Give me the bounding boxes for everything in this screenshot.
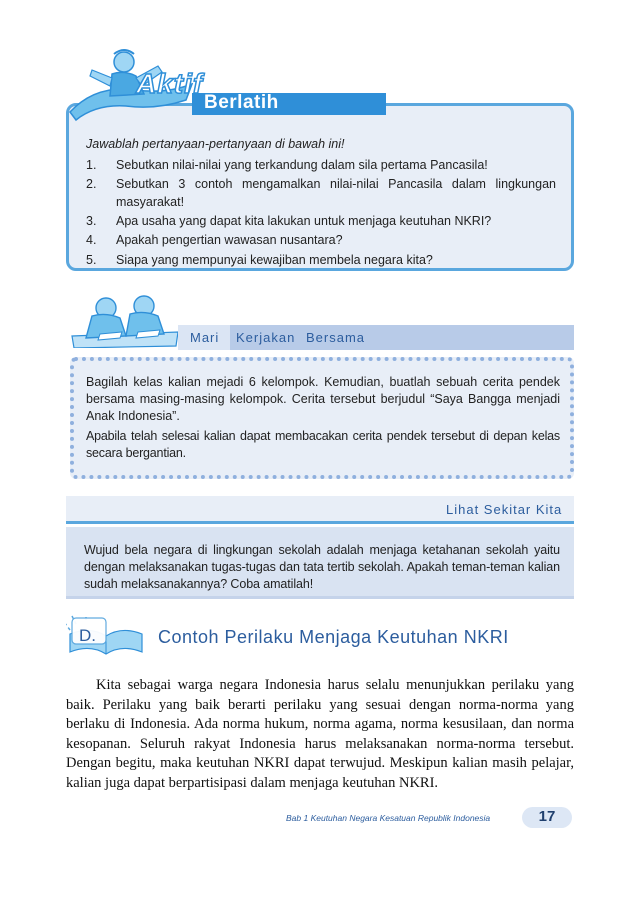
mari-paragraph-1: Bagilah kelas kalian mejadi 6 kelompok. Kemudian, buatlah sebuah cerita pendek bersama masing-masing kelompok. Cerita tersebut berjudul “Saya Bangga menjadi Anak Indonesia”. [86,375,560,423]
mari-title-word: Kerjakan [236,330,296,345]
question-text: Siapa yang mempunyai kewajiban membela negara kita? [116,253,433,267]
question-item [86,156,488,174]
section-letter: D. [79,626,96,645]
question-number: 4. [86,233,97,247]
open-book-icon [66,614,146,658]
mari-title-word: Mari [190,330,220,345]
question-number: 5. [86,253,97,267]
question-item [86,212,492,230]
footer-chapter-title: Bab 1 Keutuhan Negara Kesatuan Republik Indonesia [286,813,491,823]
question-text: Apa usaha yang dapat kita lakukan untuk menjaga keutuhan NKRI? [116,214,492,228]
page-number: 17 [538,808,556,825]
question-item [86,251,433,269]
section-body-paragraph: Kita sebagai warga negara Indonesia harus selalu menunjukkan perilaku yang baik. Perilaku yang baik berarti perilaku yang sesuai dengan norma-norma yang berlaku di Indonesia. Ada norma hukum, norma agama, norma kesusilaan, dan norma kesopanan. Seluruh rakyat Indonesia harus melaksanakan norma-norma tersebut. Dengan begitu, maka keutuhan NKRI dapat terwujud. Meskipun kalian masih pelajar, kalian juga dapat berpartisipasi dalam menjaga keutuhan NKRI. [66,677,574,791]
question-text: Sebutkan 3 contoh mengamalkan nilai-nilai Pancasila dalam lingkungan masyarakat! [116,177,556,209]
aktif-instruction: Jawablah pertanyaan-pertanyaan di bawah ini! [86,137,345,151]
question-number: 1. [86,158,97,172]
question-number: 2. [86,177,97,191]
question-text: Sebutkan nilai-nilai yang terkandung dalam sila pertama Pancasila! [116,158,488,172]
mari-title-word: Bersama [306,330,366,345]
question-number: 3. [86,214,97,228]
lihat-sekitar-title: Lihat Sekitar Kita [446,502,563,517]
question-item [86,231,343,249]
question-text: Apakah pengertian wawasan nusantara? [116,233,343,247]
mari-paragraph-2: Apabila telah selesai kalian dapat membacakan cerita pendek tersebut di depan kelas secara bergantian. [86,429,560,460]
berlatih-label: Berlatih [204,92,279,113]
question-item [86,175,556,209]
aktif-label: Aktif [136,68,204,99]
lihat-sekitar-text: Wujud bela negara di lingkungan sekolah adalah menjaga ketahanan sekolah yaitu dengan melaksanakan tugas-tugas dan tata tertib sekolah. Apakah teman-teman kalian sudah melaksanakannya? Coba amatilah! [84,543,560,591]
section-title: Contoh Perilaku Menjaga Keutuhan NKRI [158,627,509,647]
lihat-header-line [66,521,574,524]
kids-writing-illustration [70,292,180,348]
